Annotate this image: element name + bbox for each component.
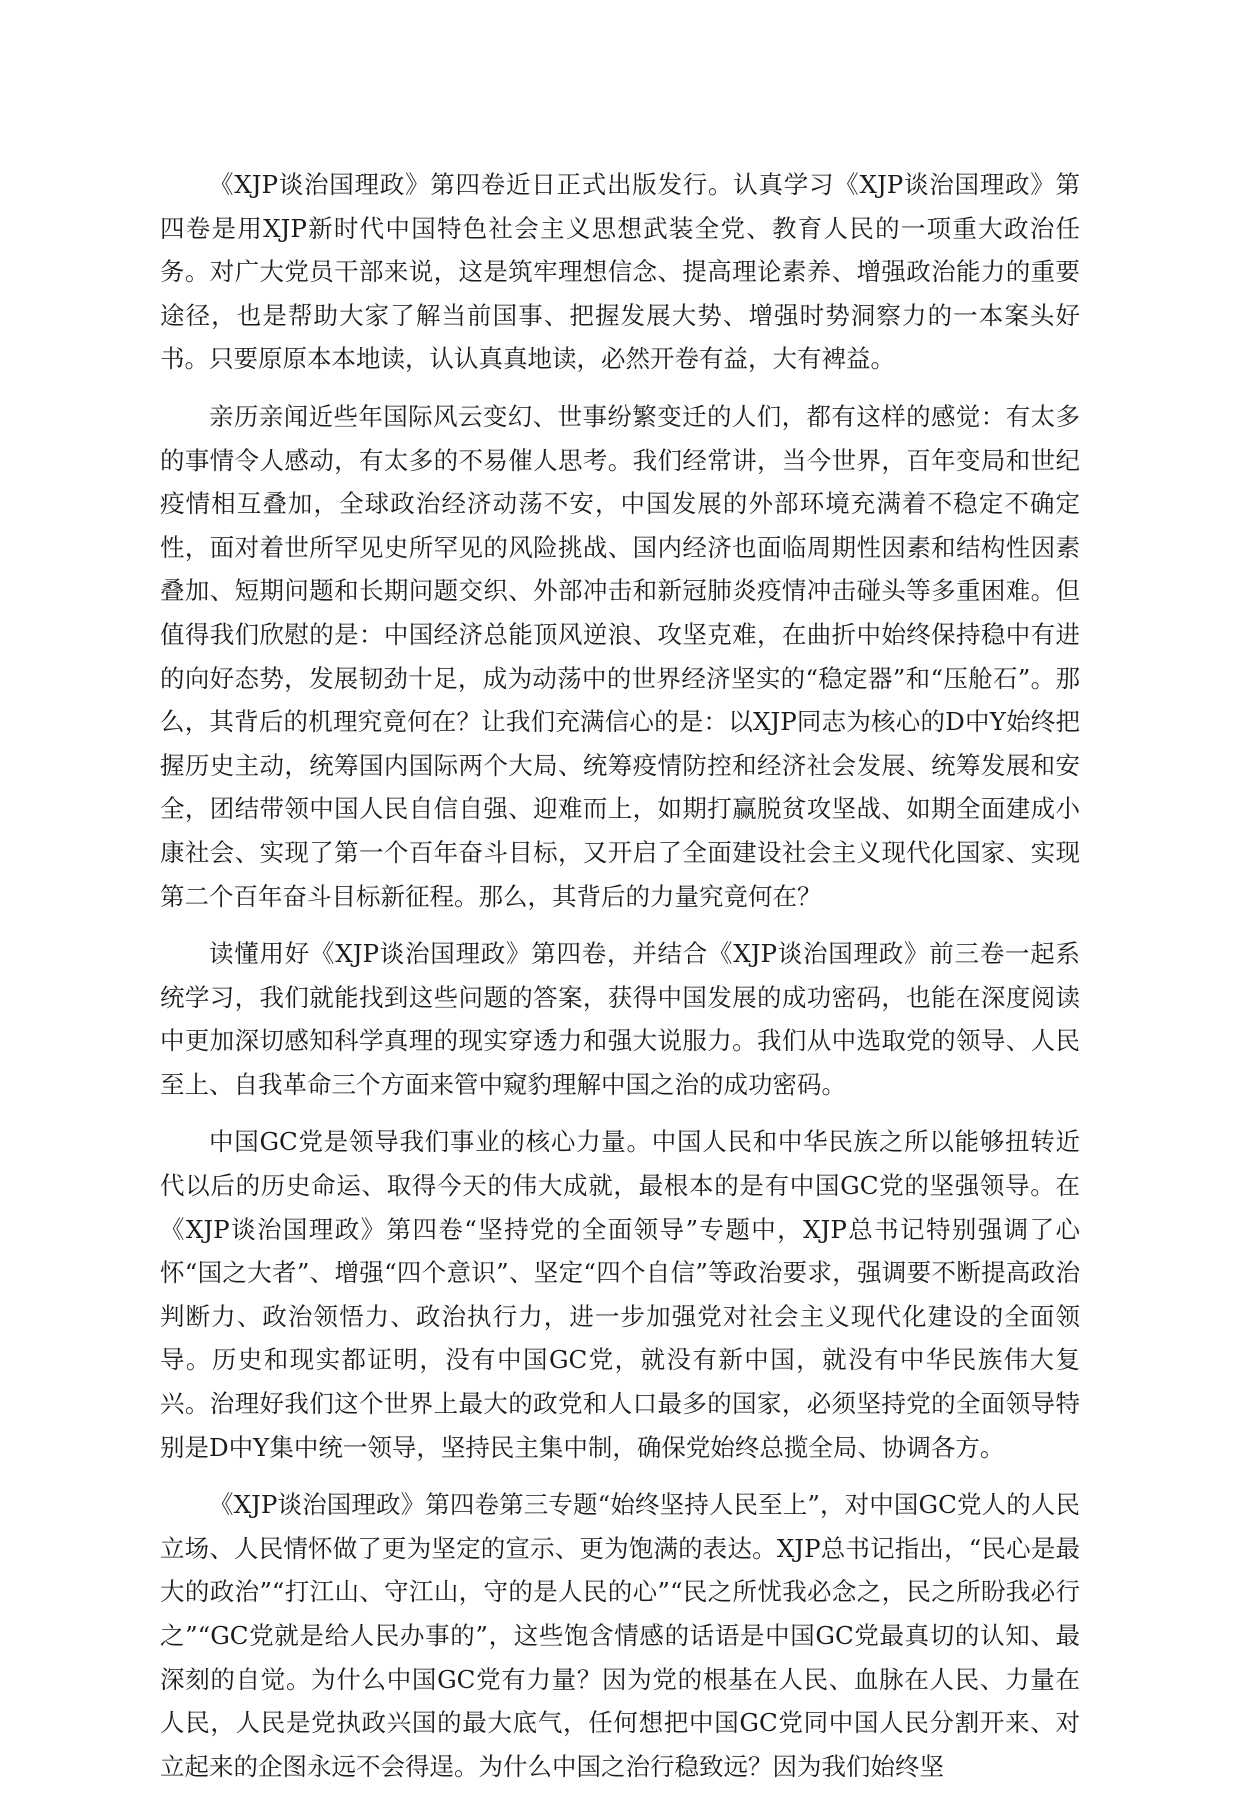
paragraph-5: 《XJP谈治国理政》第四卷第三专题“始终坚持人民至上”，对中国GC党人的人民立场、人民情怀做了更为坚定的宣示、更为饱满的表达。XJP总书记指出，“民心是最大的政治”“打江山、守江山，守的是人民的心”“民之所忧我必念之，民之所盼我必行之”“GC党就是给人民办事的”，这些饱含情感的话语是中国GC党最真切的认知、最深刻的自觉。为什么中国GC党有力量？因为党的根基在人民、血脉在人民、力量在人民，人民是党执政兴国的最大底气，任何想把中国GC党同中国人民分割开来、对立起来的企图永远不会得逞。为什么中国之治行稳致远？因为我们始终坚	[160, 1490, 1080, 1781]
paragraph-1: 《XJP谈治国理政》第四卷近日正式出版发行。认真学习《XJP谈治国理政》第四卷是用XJP新时代中国特色社会主义思想武装全党、教育人民的一项重大政治任务。对广大党员干部来说，这是筑牢理想信念、提高理论素养、增强政治能力的重要途径，也是帮助大家了解当前国事、把握发展大势、增强时势洞察力的一本案头好书。只要原原本本地读，认认真真地读，必然开卷有益，大有裨益。	[160, 170, 1080, 374]
paragraph-2: 亲历亲闻近些年国际风云变幻、世事纷繁变迁的人们，都有这样的感觉：有太多的事情令人感动，有太多的不易催人思考。我们经常讲，当今世界，百年变局和世纪疫情相互叠加，全球政治经济动荡不安，中国发展的外部环境充满着不稳定不确定性，面对着世所罕见史所罕见的风险挑战、国内经济也面临周期性因素和结构性因素叠加、短期问题和长期问题交织、外部冲击和新冠肺炎疫情冲击碰头等多重困难。但值得我们欣慰的是：中国经济总能顶风逆浪、攻坚克难，在曲折中始终保持稳中有进的向好态势，发展韧劲十足，成为动荡中的世界经济坚实的“稳定器”和“压舱石”。那么，其背后的机理究竟何在？让我们充满信心的是：以XJP同志为核心的D中Y始终把握历史主动，统筹国内国际两个大局、统筹疫情防控和经济社会发展、统筹发展和安全，团结带领中国人民自信自强、迎难而上，如期打赢脱贫攻坚战、如期全面建成小康社会、实现了第一个百年奋斗目标，又开启了全面建设社会主义现代化国家、实现第二个百年奋斗目标新征程。那么，其背后的力量究竟何在？	[160, 401, 1080, 911]
paragraph-4: 中国GC党是领导我们事业的核心力量。中国人民和中华民族之所以能够扭转近代以后的历史命运、取得今天的伟大成就，最根本的是有中国GC党的坚强领导。在《XJP谈治国理政》第四卷“坚持党的全面领导”专题中，XJP总书记特别强调了心怀“国之大者”、增强“四个意识”、坚定“四个自信”等政治要求，强调要不断提高政治判断力、政治领悟力、政治执行力，进一步加强党对社会主义现代化建设的全面领导。历史和现实都证明，没有中国GC党，就没有新中国，就没有中华民族伟大复兴。治理好我们这个世界上最大的政党和人口最多的国家，必须坚持党的全面领导特别是D中Y集中统一领导，坚持民主集中制，确保党始终总揽全局、协调各方。	[160, 1127, 1080, 1462]
paragraph-3: 读懂用好《XJP谈治国理政》第四卷，并结合《XJP谈治国理政》前三卷一起系统学习，我们就能找到这些问题的答案，获得中国发展的成功密码，也能在深度阅读中更加深切感知科学真理的现实穿透力和强大说服力。我们从中选取党的领导、人民至上、自我革命三个方面来管中窥豹理解中国之治的成功密码。	[160, 939, 1080, 1099]
article-body	[160, 163, 1080, 1802]
